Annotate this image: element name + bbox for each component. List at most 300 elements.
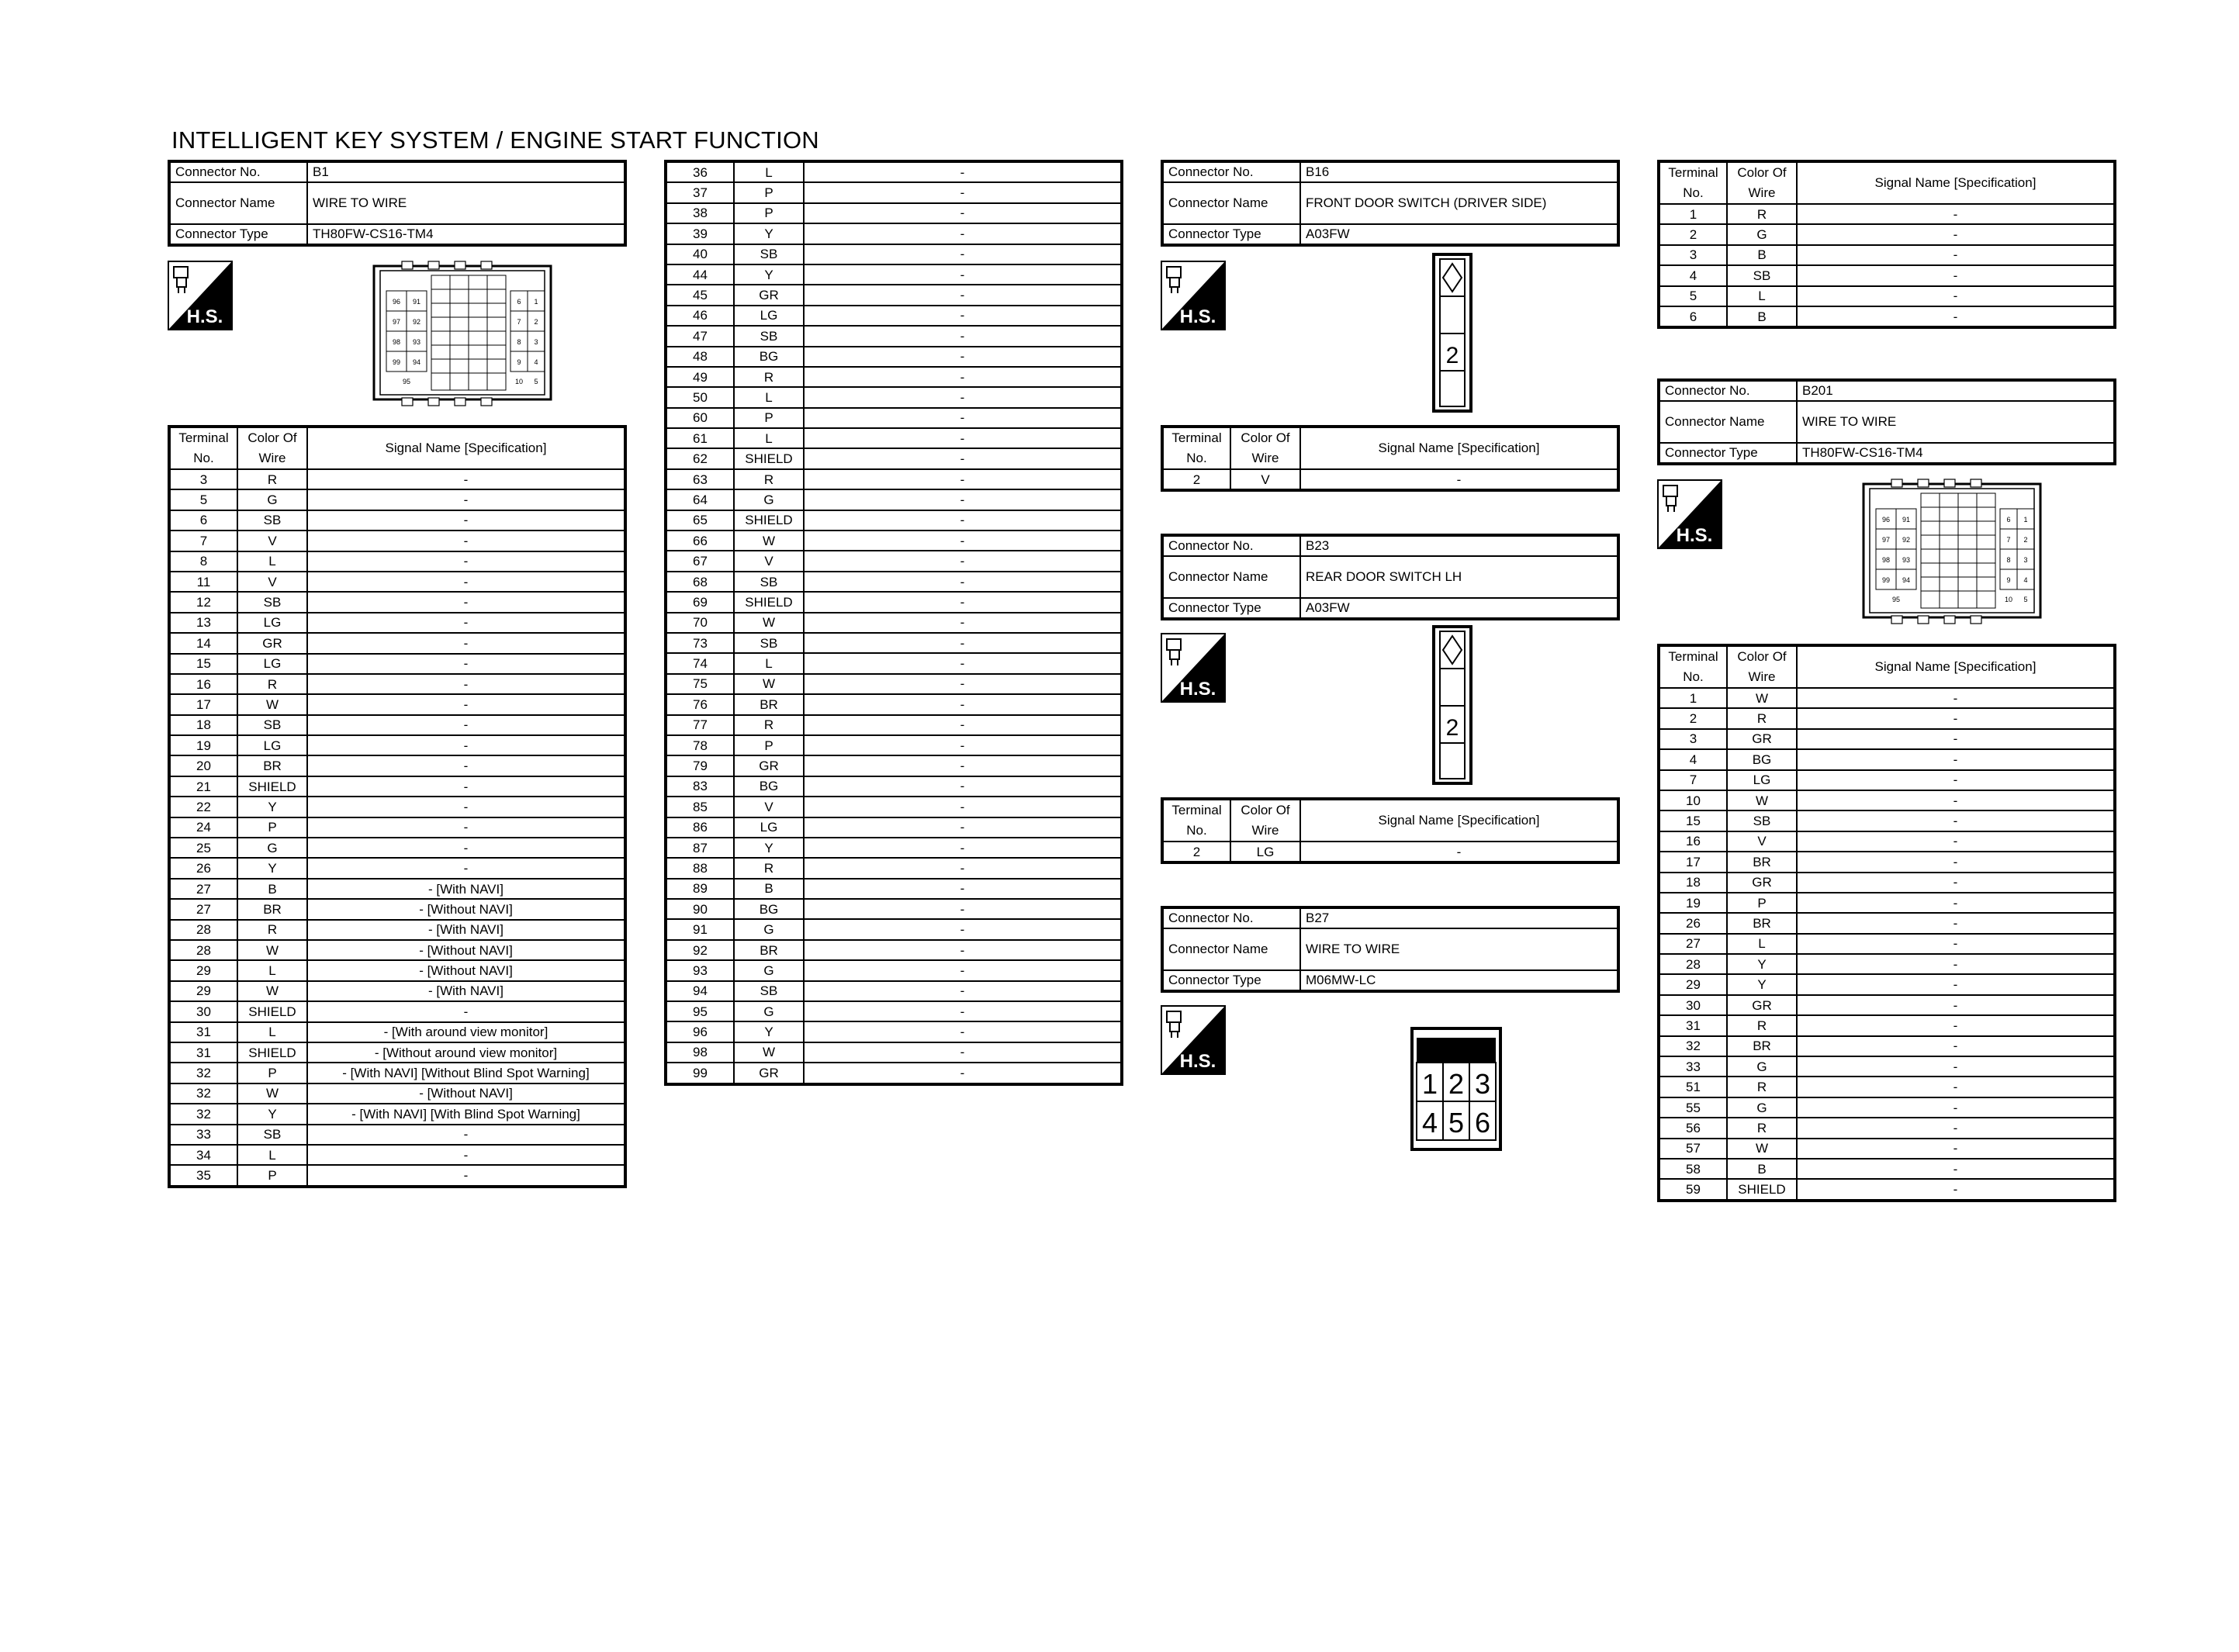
terminal-no-cell: 29: [169, 960, 237, 980]
wire-color-cell: P: [237, 1165, 307, 1186]
table-row: [169, 674, 625, 694]
terminal-no-cell: 55: [1659, 1097, 1727, 1118]
table-row: [666, 817, 1122, 838]
terminal-no-cell: 58: [1659, 1159, 1727, 1179]
terminal-no-cell: 91: [666, 919, 734, 939]
wire-color-cell: LG: [1727, 770, 1797, 790]
pin-label: 1: [1421, 1068, 1438, 1100]
terminal-no-cell: 4: [1659, 265, 1727, 285]
wire-color-cell: LG: [237, 735, 307, 755]
table-row: [1659, 1015, 2115, 1035]
signal-name-cell: -: [804, 919, 1122, 939]
table-row: [1659, 974, 2115, 994]
hs-label: H.S.: [1179, 679, 1216, 700]
b201-terminal-table: [1657, 644, 2116, 1202]
wire-color-cell: GR: [237, 633, 307, 653]
signal-name-cell: -: [1797, 954, 2115, 974]
table-row: [666, 919, 1122, 939]
terminal-no-cell: 79: [666, 755, 734, 776]
table-row: [169, 1125, 625, 1145]
b16-connector-no: B16: [1300, 161, 1618, 182]
wire-color-cell: W: [734, 613, 804, 633]
signal-name-cell: -: [307, 694, 625, 714]
wire-color-cell: R: [1727, 708, 1797, 728]
wire-color-cell: SHIELD: [734, 592, 804, 612]
pin-label: 10: [514, 378, 524, 385]
table-row: [169, 510, 625, 531]
signal-name-cell: - [Without NAVI]: [307, 899, 625, 919]
wire-color-cell: B: [1727, 1159, 1797, 1179]
b23-info-table: [1161, 534, 1620, 620]
signal-name-cell: -: [307, 469, 625, 489]
signal-name-cell: -: [804, 347, 1122, 367]
terminal-no-cell: 38: [666, 203, 734, 223]
terminal-no-cell: 26: [169, 858, 237, 878]
signal-name-cell: -: [804, 531, 1122, 551]
wire-color-cell: P: [237, 817, 307, 838]
terminal-no-cell: 93: [666, 960, 734, 980]
terminal-no-cell: 26: [1659, 913, 1727, 933]
table-row: [169, 1022, 625, 1042]
b1-connector-type: TH80FW-CS16-TM4: [307, 224, 625, 245]
pin-label: 97: [392, 318, 401, 326]
terminal-no-cell: 68: [666, 572, 734, 592]
terminal-no-cell: 28: [1659, 954, 1727, 974]
wire-color-cell: V: [237, 531, 307, 551]
b16-connector-type: A03FW: [1300, 224, 1618, 245]
terminal-no-cell: 8: [169, 551, 237, 572]
terminal-no-cell: 6: [1659, 306, 1727, 327]
signal-name-cell: -: [1797, 995, 2115, 1015]
terminal-no-cell: 70: [666, 613, 734, 633]
pin-label: 91: [412, 298, 421, 306]
signal-name-cell: - [With NAVI]: [307, 981, 625, 1001]
signal-name-cell: -: [804, 899, 1122, 919]
terminal-no-cell: 50: [666, 387, 734, 407]
terminal-no-cell: 31: [1659, 1015, 1727, 1035]
wire-color-cell: Y: [734, 838, 804, 858]
pin-label: 95: [1891, 596, 1901, 603]
wire-color-cell: SB: [734, 633, 804, 653]
pin-label: 97: [1881, 536, 1891, 544]
signal-name-cell: -: [804, 981, 1122, 1001]
wire-color-cell: BG: [734, 776, 804, 797]
wire-color-cell: P: [1727, 893, 1797, 913]
pin-label: 96: [392, 298, 401, 306]
signal-name-cell: -: [804, 1001, 1122, 1021]
signal-name-cell: -: [1797, 852, 2115, 872]
signal-name-cell: -: [307, 531, 625, 551]
terminal-no-cell: 29: [1659, 974, 1727, 994]
signal-name-cell: -: [1797, 934, 2115, 954]
signal-name-cell: -: [804, 223, 1122, 244]
table-row: [169, 1104, 625, 1124]
b1-connector-pinout: [371, 260, 554, 411]
wire-color-cell: R: [237, 674, 307, 694]
signal-name-cell: - [Without NAVI]: [307, 940, 625, 960]
wire-color-cell: SHIELD: [734, 448, 804, 468]
terminal-no-cell: 1: [1659, 204, 1727, 224]
signal-name-cell: -: [1797, 913, 2115, 933]
terminal-no-cell: 18: [1659, 873, 1727, 893]
signal-name-cell: - [With NAVI]: [307, 879, 625, 899]
pin-label: 2: [2023, 536, 2028, 544]
wire-color-cell: LG: [1230, 842, 1300, 862]
wire-color-cell: P: [734, 182, 804, 202]
b23-connector-type: A03FW: [1300, 598, 1618, 619]
table-row: [169, 858, 625, 878]
signal-name-cell: -: [307, 858, 625, 878]
table-row: [666, 428, 1122, 448]
connector-no-label: Connector No.: [1659, 380, 1797, 401]
terminal-no-cell: 63: [666, 469, 734, 489]
connector-type-label: Connector Type: [1162, 970, 1300, 991]
table-row: [666, 879, 1122, 899]
signal-name-cell: -: [804, 244, 1122, 264]
terminal-no-cell: 61: [666, 428, 734, 448]
wire-color-cell: V: [1230, 469, 1300, 490]
terminal-no-cell: 98: [666, 1042, 734, 1063]
table-row: [1659, 995, 2115, 1015]
b201-info-table: [1657, 378, 2116, 465]
table-row: [666, 694, 1122, 714]
wire-color-cell: GR: [1727, 729, 1797, 749]
signal-name-cell: -: [1797, 831, 2115, 852]
signal-name-cell: -: [804, 285, 1122, 305]
pin-label: 4: [1421, 1107, 1438, 1139]
signal-name-cell: -: [804, 838, 1122, 858]
table-row: [169, 817, 625, 838]
wire-color-cell: Y: [1727, 974, 1797, 994]
signal-name-cell: -: [1797, 265, 2115, 285]
table-row: [1659, 729, 2115, 749]
signal-name-cell: -: [1797, 810, 2115, 831]
signal-name-cell: -: [1797, 1097, 2115, 1118]
signal-name-cell: -: [1797, 245, 2115, 265]
terminal-no-cell: 5: [1659, 286, 1727, 306]
pin-label: 2: [534, 318, 538, 326]
terminal-no-cell: 75: [666, 674, 734, 694]
terminal-no-cell: 94: [666, 981, 734, 1001]
wire-color-cell: R: [734, 367, 804, 387]
signal-name-cell: -: [804, 1042, 1122, 1063]
signal-name-cell: -: [804, 572, 1122, 592]
wire-color-cell: R: [1727, 1118, 1797, 1138]
terminal-no-cell: 77: [666, 715, 734, 735]
hs-label: H.S.: [1179, 1051, 1216, 1072]
terminal-no-cell: 74: [666, 653, 734, 673]
wire-color-cell: L: [734, 653, 804, 673]
b23-terminal-table: [1161, 797, 1620, 864]
wire-color-cell: GR: [734, 1063, 804, 1083]
table-row: [169, 551, 625, 572]
signal-name-cell: -: [804, 960, 1122, 980]
signal-name-cell: -: [1797, 893, 2115, 913]
wire-color-cell: SHIELD: [237, 1001, 307, 1021]
wire-color-cell: G: [734, 919, 804, 939]
table-row: [169, 1001, 625, 1021]
terminal-no-cell: 24: [169, 817, 237, 838]
table-row: [666, 755, 1122, 776]
pin-label: 9: [2006, 576, 2011, 584]
terminal-no-cell: 2: [1659, 708, 1727, 728]
signal-name-cell: -: [804, 264, 1122, 285]
signal-name-cell: - [With NAVI] [With Blind Spot Warning]: [307, 1104, 625, 1124]
table-row: [1659, 749, 2115, 769]
terminal-no-cell: 49: [666, 367, 734, 387]
wire-color-cell: R: [1727, 1015, 1797, 1035]
wire-color-cell: SB: [237, 510, 307, 531]
pin-label: 6: [1474, 1107, 1491, 1139]
terminal-no-cell: 32: [169, 1063, 237, 1083]
wire-color-cell: LG: [734, 817, 804, 838]
signal-name-cell: -: [804, 755, 1122, 776]
pin-label: 98: [392, 338, 401, 346]
table-row: [169, 694, 625, 714]
wire-color-cell: Y: [237, 797, 307, 817]
wire-color-cell: B: [734, 879, 804, 899]
connector-name-label: Connector Name: [1162, 182, 1300, 224]
table-row: [169, 776, 625, 797]
signal-name-cell: -: [307, 551, 625, 572]
terminal-no-cell: 67: [666, 551, 734, 571]
terminal-no-cell: 4: [1659, 749, 1727, 769]
table-row: [169, 469, 625, 489]
b201-connector-type: TH80FW-CS16-TM4: [1797, 443, 2115, 464]
terminal-no-cell: 40: [666, 244, 734, 264]
signal-name-cell: -: [307, 735, 625, 755]
wire-color-cell: R: [734, 469, 804, 489]
page-title: INTELLIGENT KEY SYSTEM / ENGINE START FUNCTION: [171, 126, 819, 154]
b27-connector-name: WIRE TO WIRE: [1300, 928, 1618, 970]
table-row: [169, 572, 625, 592]
terminal-no-cell: 76: [666, 694, 734, 714]
table-row: [1659, 1159, 2115, 1179]
signal-name-cell: -: [804, 817, 1122, 838]
wire-color-cell: R: [1727, 204, 1797, 224]
signal-name-cell: -: [804, 613, 1122, 633]
wire-color-cell: V: [237, 572, 307, 592]
signal-name-header: Signal Name [Specification]: [307, 427, 625, 469]
connector-type-label: Connector Type: [1659, 443, 1797, 464]
terminal-no-cell: 2: [1659, 224, 1727, 244]
wire-color-cell: BG: [1727, 749, 1797, 769]
wire-color-cell: BR: [1727, 852, 1797, 872]
wire-color-cell: BR: [734, 694, 804, 714]
table-row: [666, 408, 1122, 428]
terminal-no-cell: 29: [169, 981, 237, 1001]
wire-color-cell: SHIELD: [734, 510, 804, 531]
table-row: [666, 674, 1122, 694]
b23-connector-pinout: [1432, 625, 1472, 789]
signal-name-cell: -: [307, 1145, 625, 1165]
table-row: [666, 326, 1122, 346]
wire-color-cell: W: [734, 674, 804, 694]
signal-name-cell: -: [804, 203, 1122, 223]
wire-color-cell: SB: [237, 715, 307, 735]
terminal-no-cell: 65: [666, 510, 734, 531]
pin-label: 6: [2006, 516, 2011, 524]
signal-name-cell: -: [804, 776, 1122, 797]
terminal-no-cell: 18: [169, 715, 237, 735]
table-row: [666, 653, 1122, 673]
signal-name-cell: -: [1797, 770, 2115, 790]
wire-color-cell: BG: [734, 899, 804, 919]
table-row: [1659, 688, 2115, 708]
table-row: [169, 920, 625, 940]
wire-color-cell: L: [237, 1022, 307, 1042]
connector-no-label: Connector No.: [1162, 535, 1300, 556]
table-row: [169, 715, 625, 735]
wire-color-cell: W: [1727, 688, 1797, 708]
wire-color-cell: G: [237, 838, 307, 858]
signal-name-cell: -: [1797, 306, 2115, 327]
signal-name-cell: -: [804, 428, 1122, 448]
table-row: [1659, 873, 2115, 893]
terminal-no-cell: 3: [1659, 245, 1727, 265]
signal-name-cell: -: [804, 715, 1122, 735]
signal-name-cell: -: [1797, 974, 2115, 994]
terminal-no-cell: 30: [1659, 995, 1727, 1015]
table-row: [666, 1021, 1122, 1042]
signal-name-cell: -: [307, 715, 625, 735]
wire-color-cell: LG: [734, 306, 804, 326]
wire-color-cell: BR: [237, 899, 307, 919]
table-row: [1659, 224, 2115, 244]
signal-name-cell: -: [307, 817, 625, 838]
pin-label: 2: [1445, 715, 1459, 741]
pin-label: 7: [517, 318, 521, 326]
terminal-no-cell: 30: [169, 1001, 237, 1021]
signal-name-cell: -: [1797, 1015, 2115, 1035]
table-row: [666, 469, 1122, 489]
signal-name-cell: -: [804, 306, 1122, 326]
table-row: [666, 858, 1122, 878]
wire-color-cell: L: [734, 428, 804, 448]
signal-name-cell: -: [1797, 1077, 2115, 1097]
wire-color-cell: G: [237, 489, 307, 510]
wire-color-cell: Y: [1727, 954, 1797, 974]
table-row: [1659, 245, 2115, 265]
pin-label: 2: [1448, 1068, 1465, 1100]
wire-color-cell: SHIELD: [237, 776, 307, 797]
terminal-no-cell: 11: [169, 572, 237, 592]
connector-name-label: Connector Name: [1162, 928, 1300, 970]
signal-name-cell: -: [1797, 1139, 2115, 1159]
wire-color-cell: R: [1727, 1077, 1797, 1097]
terminal-no-cell: 45: [666, 285, 734, 305]
signal-name-cell: -: [1797, 729, 2115, 749]
pin-label: 91: [1902, 516, 1911, 524]
signal-name-cell: -: [804, 469, 1122, 489]
signal-name-cell: -: [804, 879, 1122, 899]
b27-connector-pinout: [1410, 1027, 1502, 1155]
wire-color-cell: V: [734, 797, 804, 817]
signal-name-cell: -: [1797, 1159, 2115, 1179]
signal-name-cell: -: [307, 633, 625, 653]
b23-connector-no: B23: [1300, 535, 1618, 556]
signal-name-cell: -: [1797, 1036, 2115, 1056]
table-row: [1659, 810, 2115, 831]
table-row: [169, 981, 625, 1001]
table-row: [1659, 770, 2115, 790]
table-row: [1659, 790, 2115, 810]
table-row: [1659, 708, 2115, 728]
table-row: [666, 715, 1122, 735]
wire-color-cell: SHIELD: [237, 1042, 307, 1063]
pin-label: 8: [2006, 556, 2011, 564]
wire-color-cell: G: [1727, 1056, 1797, 1077]
table-row: [1659, 954, 2115, 974]
table-row: [1659, 831, 2115, 852]
terminal-no-cell: 27: [169, 879, 237, 899]
signal-name-header: Signal Name [Specification]: [1300, 427, 1618, 469]
signal-name-cell: -: [1797, 204, 2115, 224]
table-row: [1659, 934, 2115, 954]
signal-name-header: Signal Name [Specification]: [1797, 161, 2115, 204]
wire-color-cell: P: [237, 1063, 307, 1083]
wire-color-cell: BR: [1727, 913, 1797, 933]
terminal-no-cell: 15: [1659, 810, 1727, 831]
wire-color-cell: G: [1727, 224, 1797, 244]
table-row: [1659, 1139, 2115, 1159]
terminal-no-cell: 27: [1659, 934, 1727, 954]
hs-label: H.S.: [1179, 306, 1216, 327]
table-row: [666, 899, 1122, 919]
table-row: [666, 776, 1122, 797]
table-row: [1659, 852, 2115, 872]
color-of-wire-header: Color Of Wire: [1230, 799, 1300, 842]
signal-name-cell: - [Without NAVI]: [307, 960, 625, 980]
terminal-no-cell: 27: [169, 899, 237, 919]
terminal-no-cell: 2: [1162, 469, 1230, 490]
table-row: [666, 347, 1122, 367]
terminal-no-cell: 85: [666, 797, 734, 817]
signal-name-cell: -: [804, 940, 1122, 960]
terminal-no-cell: 19: [169, 735, 237, 755]
terminal-no-cell: 28: [169, 920, 237, 940]
table-row: [666, 161, 1122, 182]
b16-terminal-table: [1161, 425, 1620, 492]
terminal-no-cell: 3: [1659, 729, 1727, 749]
pin-label: 99: [1881, 576, 1891, 584]
connector-name-label: Connector Name: [1659, 401, 1797, 443]
signal-name-cell: -: [804, 797, 1122, 817]
wire-color-cell: GR: [734, 755, 804, 776]
signal-name-cell: -: [804, 1021, 1122, 1042]
pin-label: 10: [2004, 596, 2013, 603]
table-row: [666, 448, 1122, 468]
table-row: [666, 489, 1122, 510]
table-row: [169, 613, 625, 633]
wire-color-cell: BR: [1727, 1036, 1797, 1056]
wire-color-cell: L: [734, 161, 804, 182]
wire-color-cell: Y: [237, 1104, 307, 1124]
terminal-no-cell: 73: [666, 633, 734, 653]
table-row: [169, 838, 625, 858]
signal-name-cell: -: [804, 1063, 1122, 1083]
wire-color-cell: SB: [734, 326, 804, 346]
wire-color-cell: R: [237, 920, 307, 940]
signal-name-cell: -: [307, 489, 625, 510]
signal-name-cell: -: [307, 776, 625, 797]
terminal-no-cell: 13: [169, 613, 237, 633]
signal-name-cell: -: [307, 797, 625, 817]
terminal-no-cell: 3: [169, 469, 237, 489]
table-row: [666, 510, 1122, 531]
table-row: [666, 572, 1122, 592]
table-row: [666, 531, 1122, 551]
